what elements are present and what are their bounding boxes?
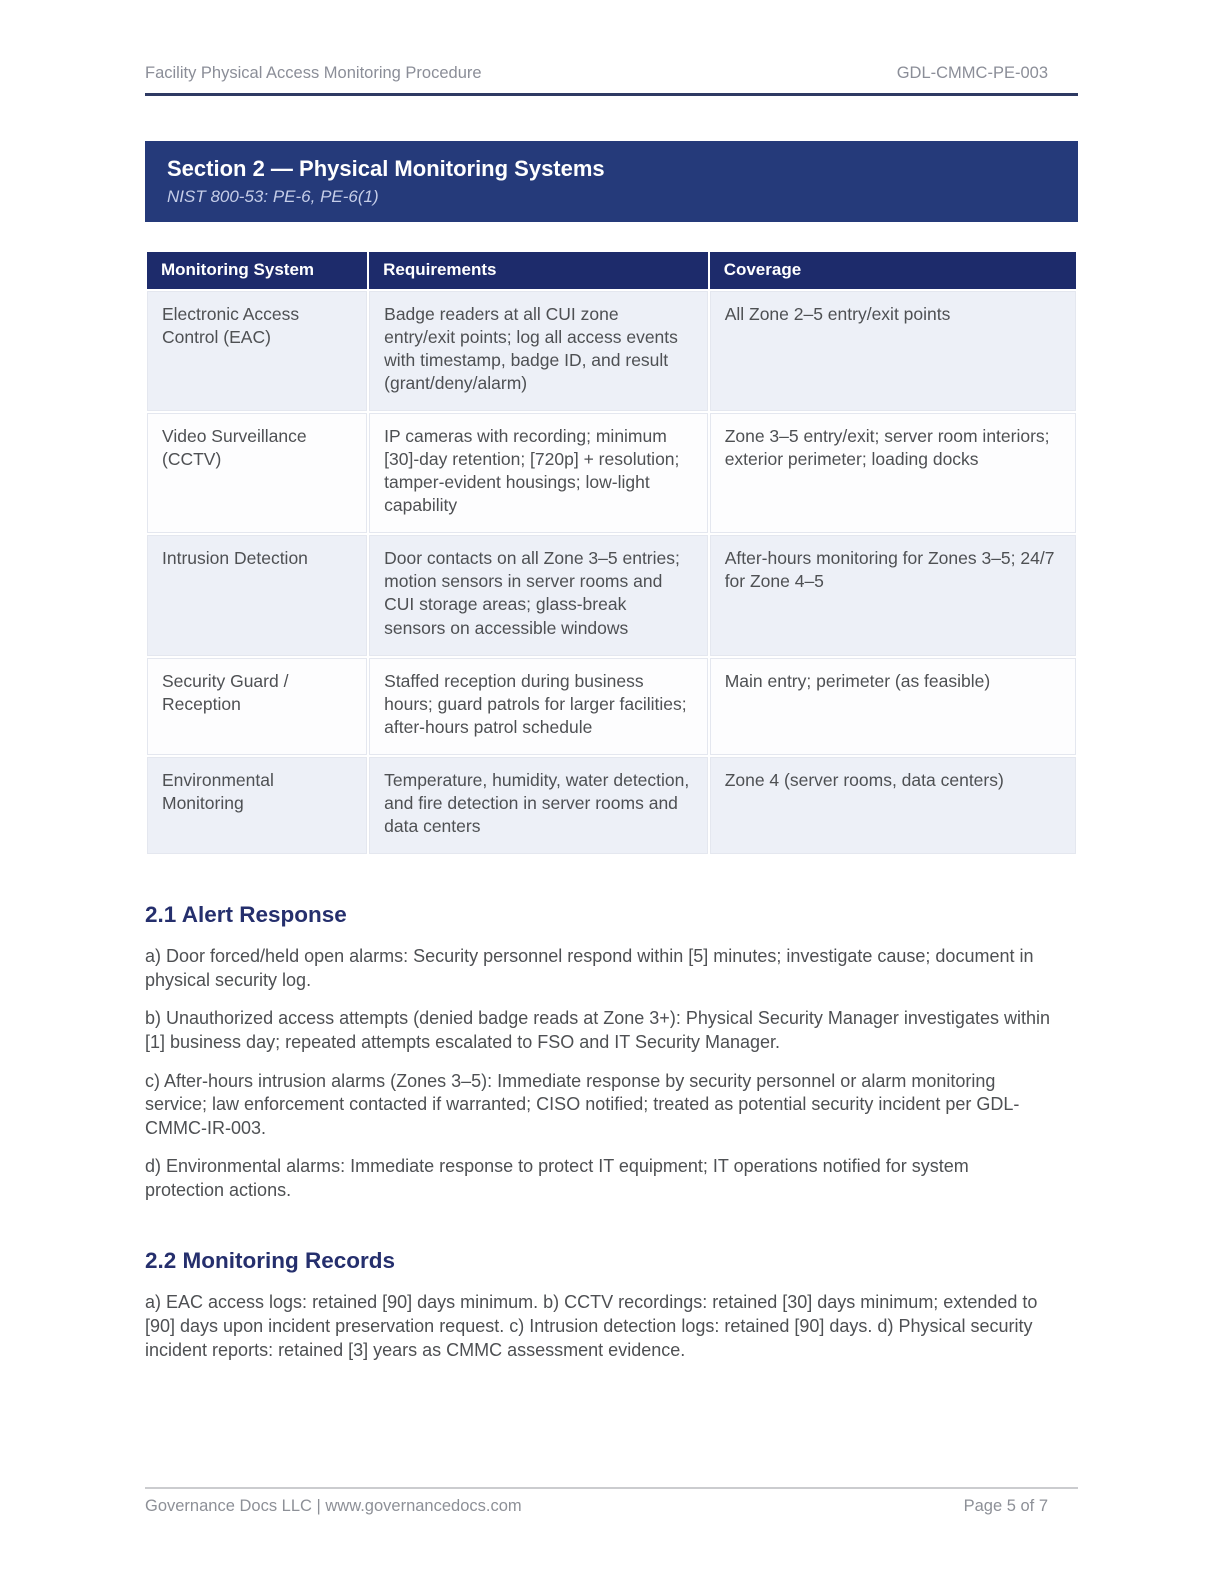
section-heading-2-2: 2.2 Monitoring Records (145, 1248, 396, 1274)
paragraph-alert-a: a) Door forced/held open alarms: Security personnel respond within [5] minutes; investigate cause; document in physical security log. (145, 946, 1034, 990)
page-footer (145, 1487, 1078, 1516)
cell-coverage: All Zone 2–5 entry/exit points (710, 291, 1076, 411)
monitoring-systems-table (145, 250, 1078, 857)
cell-coverage: After-hours monitoring for Zones 3–5; 24/7 for Zone 4–5 (710, 535, 1076, 655)
cell-requirements: Temperature, humidity, water detection, and fire detection in server rooms and data centers (369, 757, 708, 854)
paragraph-alert-d: d) Environmental alarms: Immediate response to protect IT equipment; IT operations notified for system protection actions. (145, 1156, 969, 1200)
page-header (145, 64, 1078, 96)
cell-requirements: Staffed reception during business hours; guard patrols for larger facilities; after-hours patrol schedule (369, 658, 708, 755)
table-row (147, 757, 1076, 854)
cell-system: Electronic Access Control (EAC) (147, 291, 367, 411)
cell-requirements: IP cameras with recording; minimum [30]-day retention; [720p] + resolution; tamper-evident housings; low-light capability (369, 413, 708, 533)
cell-coverage: Zone 4 (server rooms, data centers) (710, 757, 1076, 854)
table-row (147, 658, 1076, 755)
footer-page-number: Page 5 of 7 (963, 1497, 1048, 1515)
cell-requirements: Badge readers at all CUI zone entry/exit points; log all access events with timestamp, badge ID, and result (grant/deny/alarm) (369, 291, 708, 411)
cell-system: Intrusion Detection (147, 535, 367, 655)
cell-system: Security Guard / Reception (147, 658, 367, 755)
section-banner (145, 141, 1078, 222)
table-row (147, 291, 1076, 411)
section-banner-title: Section 2 — Physical Monitoring Systems (167, 156, 605, 181)
section-heading-2-1: 2.1 Alert Response (145, 902, 347, 928)
paragraph-records: a) EAC access logs: retained [90] days minimum. b) CCTV recordings: retained [30] days minimum; extended to [90] days upon incident preservation request. c) Intrusion detection logs: retained [90] days. d) Physical security incident reports: retained [3] years as CMMC assessment evidence. (145, 1292, 1038, 1360)
column-header-coverage: Coverage (710, 252, 1076, 289)
paragraph-alert-b: b) Unauthorized access attempts (denied badge reads at Zone 3+): Physical Security Manager investigates within [1] business day; repeated attempts escalated to FSO and IT Security Manager. (145, 1008, 1050, 1052)
section-banner-subtitle: NIST 800-53: PE-6, PE-6(1) (167, 186, 379, 206)
table-header-row (147, 252, 1076, 289)
column-header-requirements: Requirements (369, 252, 708, 289)
paragraph-alert-c: c) After-hours intrusion alarms (Zones 3–5): Immediate response by security personnel or alarm monitoring service; law enforcement contacted if warranted; CISO notified; treated as potential security incident per GDL-CMMC-IR-003. (145, 1070, 1020, 1138)
header-title: Facility Physical Access Monitoring Procedure (145, 64, 482, 82)
column-header-monitoring-system: Monitoring System (147, 252, 367, 289)
table-row (147, 413, 1076, 533)
cell-system: Environmental Monitoring (147, 757, 367, 854)
header-doc-id: GDL-CMMC-PE-003 (896, 64, 1048, 82)
cell-requirements: Door contacts on all Zone 3–5 entries; motion sensors in server rooms and CUI storage areas; glass-break sensors on accessible windows (369, 535, 708, 655)
cell-system: Video Surveillance (CCTV) (147, 413, 367, 533)
page-content (145, 0, 1078, 1377)
table-row (147, 535, 1076, 655)
footer-company: Governance Docs LLC | www.governancedocs.com (145, 1497, 522, 1515)
cell-coverage: Zone 3–5 entry/exit; server room interiors; exterior perimeter; loading docks (710, 413, 1076, 533)
cell-coverage: Main entry; perimeter (as feasible) (710, 658, 1076, 755)
